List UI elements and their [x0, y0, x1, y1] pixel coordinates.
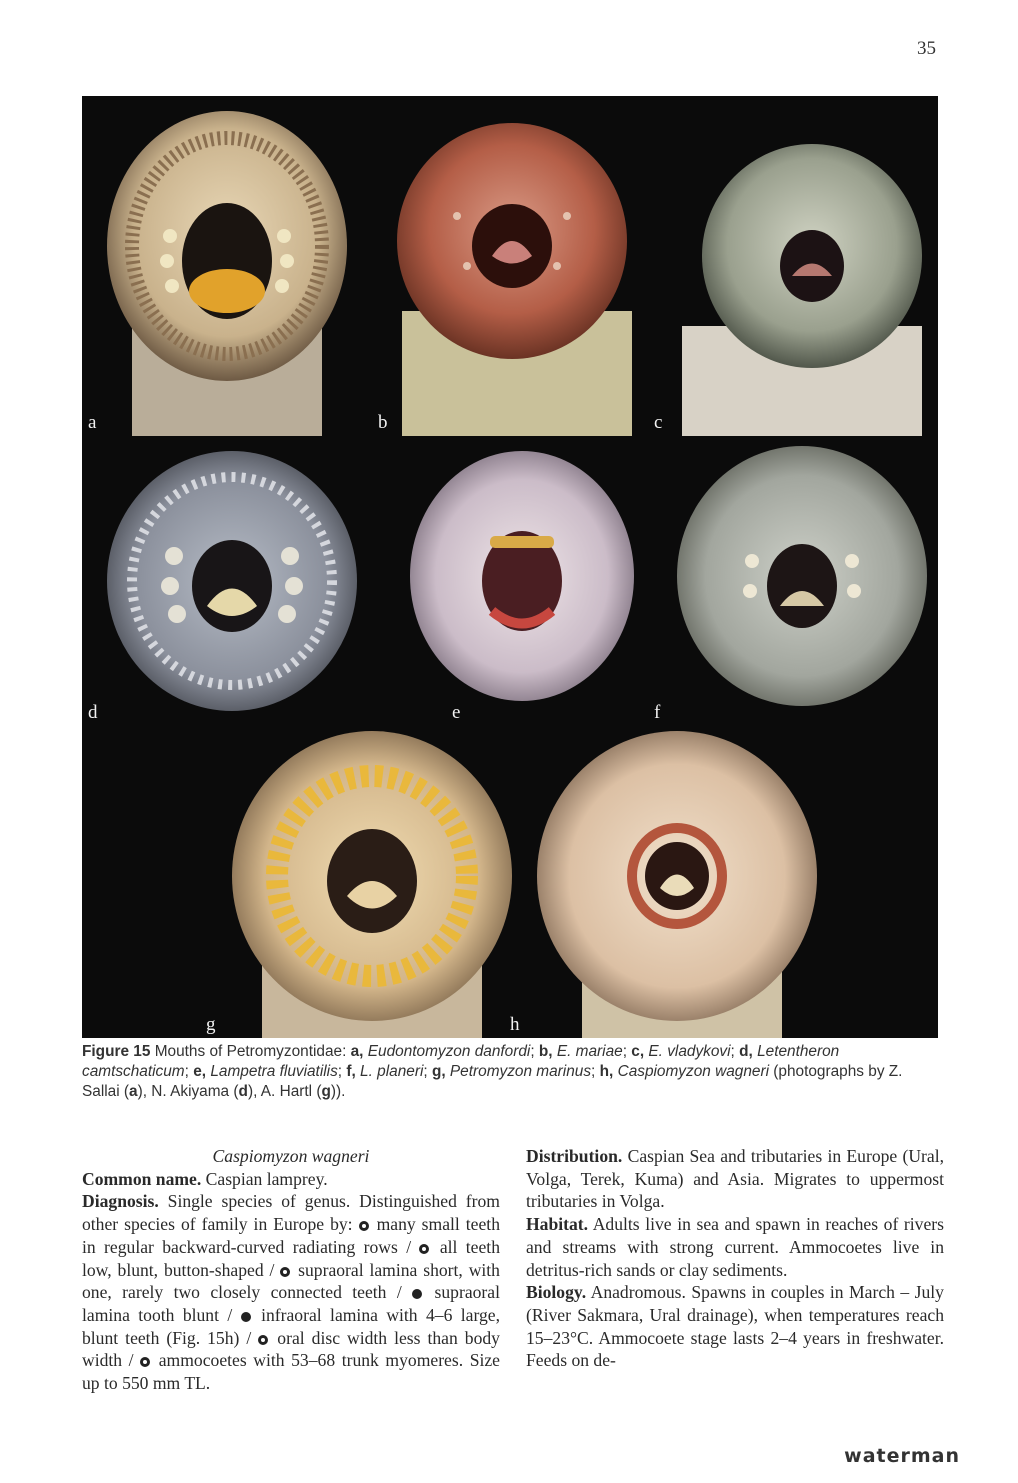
caption-figure-number: Figure 15 — [82, 1043, 151, 1060]
diagnosis-paragraph — [82, 1190, 500, 1394]
caption-key: g, — [431, 1063, 446, 1080]
photo-panel-a — [82, 96, 372, 436]
caption-separator: ; — [337, 1063, 347, 1080]
filled-circle-icon — [241, 1312, 251, 1322]
caption-separator: ; — [423, 1063, 432, 1080]
diagnosis-item: all teeth low, blunt, button-shaped / — [82, 1236, 500, 1280]
diagnosis-label: Diagnosis. — [82, 1191, 159, 1212]
lamprey-mouth-c-image — [662, 96, 938, 436]
caption-text: Mouths of Petromyzontidae: — [154, 1043, 347, 1060]
lamprey-mouth-h-image — [522, 726, 822, 1038]
caption-credits: ), N. Akiyama ( — [137, 1083, 239, 1100]
caption-separator: ; — [591, 1063, 600, 1080]
panel-label-f: f — [654, 702, 661, 723]
caption-species: Letentheron camtschaticum — [82, 1043, 840, 1080]
diagnosis-item: many small teeth in regular backward-curved radiating rows / — [82, 1214, 500, 1257]
caption-key: a, — [350, 1043, 364, 1060]
diagnosis-item: infraoral lamina with 4–6 large, blunt teeth (Fig. 15h) / — [82, 1304, 501, 1348]
caption-key: b, — [538, 1043, 553, 1060]
lamprey-mouth-a-image — [82, 96, 372, 436]
plate-row-middle — [82, 436, 938, 726]
biology-text: Anadromous. Spawns in couples in March – July (River Sakmara, Ural drainage), when temperatures reach 15–23°C. Ammocoete stage lasts 2–4 years in freshwater. Feeds on de- — [526, 1282, 944, 1371]
lamprey-mouth-b-image — [372, 96, 662, 436]
habitat-text: Adults live in sea and spawn in reaches of rivers and streams with strong current. Ammocoetes live in detritus-rich sands or clay sediments. — [526, 1214, 944, 1280]
lamprey-mouth-g-image — [222, 726, 522, 1038]
panel-label-a: a — [88, 412, 97, 433]
caption-species: Petromyzon marinus — [449, 1063, 592, 1080]
caption-species: E. mariae — [556, 1043, 623, 1060]
common-name-label: Common name. — [82, 1168, 202, 1189]
panel-label-d: d — [88, 702, 98, 723]
distribution-paragraph — [526, 1145, 944, 1213]
diagnosis-item: supraoral lamina tooth blunt / — [82, 1282, 500, 1325]
caption-species: L. planeri — [360, 1063, 424, 1080]
text-column-left — [82, 1145, 500, 1395]
diagnosis-item: oral disc width less than body width / — [82, 1327, 500, 1371]
photo-panel-h — [510, 726, 822, 1038]
caption-separator: ; — [730, 1043, 740, 1060]
caption-credit-key: a — [129, 1083, 138, 1100]
caption-key: e, — [193, 1063, 207, 1080]
caption-key: c, — [631, 1043, 645, 1060]
plate-row-bottom — [82, 726, 938, 1038]
caption-separator: ; — [184, 1063, 194, 1080]
caption-credits: ), A. Hartl ( — [247, 1083, 322, 1100]
diagnosis-item: supraoral lamina short, with one, rarely two closely connected teeth / — [82, 1259, 500, 1303]
size-text: Size up to 550 mm TL. — [82, 1350, 500, 1394]
diagnosis-item: ammocoetes with 53–68 trunk myomeres. — [158, 1350, 464, 1371]
open-circle-icon — [359, 1221, 369, 1231]
panel-label-h: h — [510, 1014, 520, 1035]
lamprey-mouth-e-image — [372, 436, 662, 726]
panel-label-e: e — [452, 702, 461, 723]
caption-separator: ; — [622, 1043, 632, 1060]
photo-panel-b — [372, 96, 662, 436]
photo-panel-f — [654, 436, 938, 726]
caption-species: Caspiomyzon wagneri — [617, 1063, 769, 1080]
caption-key: d, — [739, 1043, 753, 1060]
common-name-value: Caspian lamprey. — [205, 1168, 328, 1189]
habitat-paragraph — [526, 1213, 944, 1281]
caption-species: Lampetra fluviatilis — [210, 1063, 338, 1080]
open-circle-icon — [258, 1335, 268, 1345]
caption-species: E. vladykovi — [648, 1043, 731, 1060]
photo-panel-d — [82, 436, 372, 726]
caption-credit-key: g — [321, 1083, 331, 1100]
page-number: 35 — [917, 38, 936, 59]
species-heading: Caspiomyzon wagneri — [212, 1146, 370, 1166]
biology-label: Biology. — [526, 1282, 587, 1303]
lamprey-mouth-f-image — [662, 436, 938, 726]
habitat-label: Habitat. — [526, 1214, 589, 1235]
figure-caption — [82, 1042, 940, 1102]
watermark: waterman — [844, 1445, 960, 1467]
photo-panel-e — [372, 436, 662, 726]
caption-credits: )). — [330, 1083, 346, 1100]
lamprey-mouth-d-image — [82, 436, 372, 726]
common-name-paragraph — [82, 1168, 500, 1191]
plate-row-top — [82, 96, 938, 436]
caption-key: f, — [346, 1063, 356, 1080]
diagnosis-intro: Single species of genus. Distinguished from other species of family in Europe by: — [82, 1191, 500, 1235]
text-column-right — [526, 1145, 944, 1372]
distribution-text: Caspian Sea and tributaries in Europe (Ural, Volga, Terek, Kuma) and Asia. Migrates to uppermost tributaries in Volga. — [526, 1146, 945, 1212]
figure-15-photo-plate — [82, 96, 938, 1038]
panel-label-c: c — [654, 412, 663, 433]
filled-circle-icon — [412, 1289, 422, 1299]
biology-paragraph — [526, 1281, 944, 1372]
caption-separator: ; — [530, 1043, 539, 1060]
open-circle-icon — [140, 1357, 150, 1367]
photo-panel-g — [206, 726, 522, 1038]
photo-panel-c — [654, 96, 938, 436]
open-circle-icon — [280, 1267, 290, 1277]
caption-credits: (photographs by Z. Sallai ( — [82, 1063, 903, 1100]
caption-key: h, — [599, 1063, 614, 1080]
panel-label-g: g — [206, 1014, 216, 1035]
distribution-label: Distribution. — [526, 1146, 623, 1166]
panel-label-b: b — [378, 412, 388, 433]
caption-credit-key: d — [238, 1083, 248, 1100]
caption-species: Eudontomyzon danfordi — [367, 1043, 531, 1060]
open-circle-icon — [419, 1244, 429, 1254]
